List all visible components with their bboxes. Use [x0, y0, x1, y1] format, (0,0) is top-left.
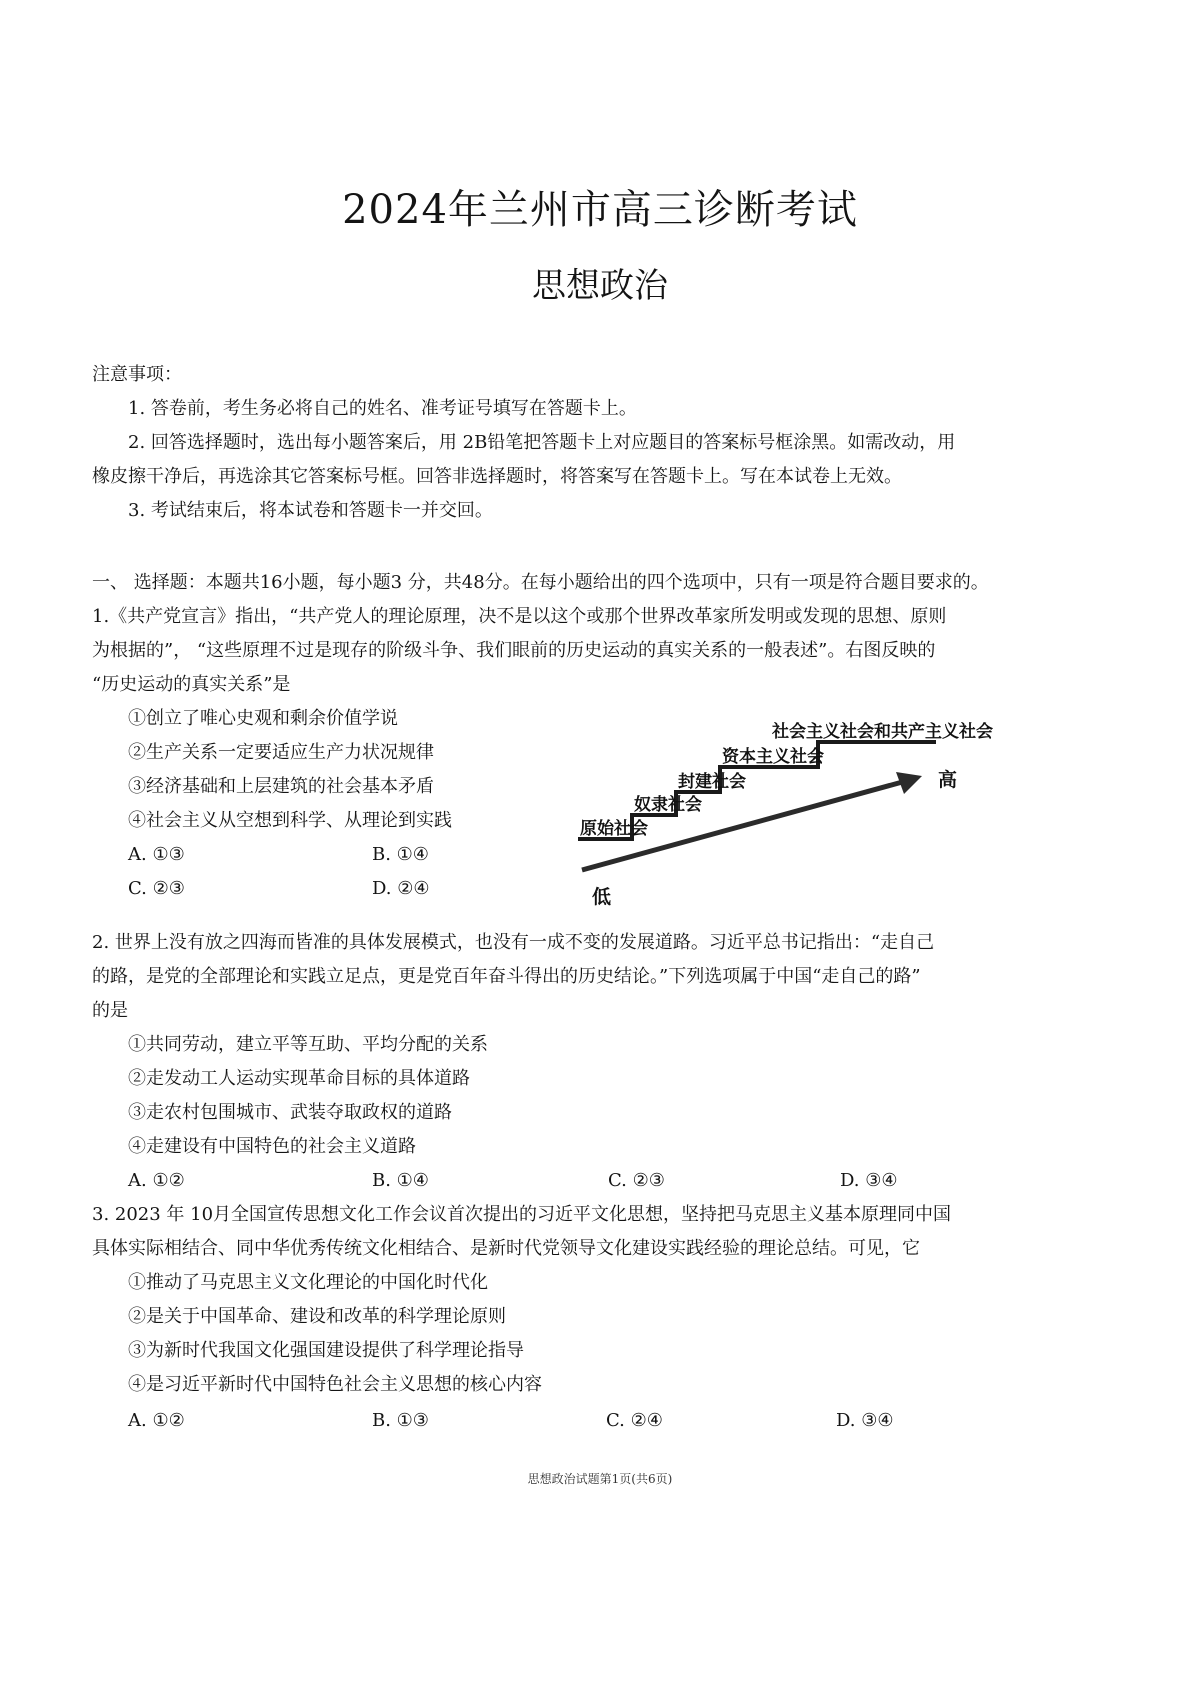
- notice-item-2: 2. 回答选择题时，选出每小题答案后，用 2B铅笔把答题卡上对应题目的答案标号框涂黑。如需改动，用: [128, 432, 956, 453]
- stage-label: 原始社会: [580, 819, 648, 839]
- q1-item: ②生产关系一定要适应生产力状况规律: [128, 742, 434, 763]
- q2-stem-line: 的路，是党的全部理论和实践立足点，更是党百年奋斗得出的历史结论。”下列选项属于中国“走自己的路”: [92, 966, 921, 987]
- high-label: 高: [938, 769, 958, 791]
- q1-item: ①创立了唯心史观和剩余价值学说: [128, 708, 398, 729]
- stage-label: 封建社会: [678, 772, 746, 792]
- stage-label: 社会主义社会和共产主义社会: [772, 722, 993, 742]
- q1-option-b: B. ①④: [372, 844, 429, 865]
- q1-stem-line: 1.《共产党宣言》指出，“共产党人的理论原理，决不是以这个或那个世界改革家所发明或发现的思想、原则: [92, 606, 947, 627]
- q2-item: ②走发动工人运动实现革命目标的具体道路: [128, 1068, 470, 1089]
- notice-item-3: 3. 考试结束后，将本试卷和答题卡一并交回。: [128, 500, 493, 521]
- q1-option-c: C. ②③: [128, 878, 185, 899]
- q1-option-d: D. ②④: [372, 878, 430, 899]
- q3-item: ③为新时代我国文化强国建设提供了科学理论指导: [128, 1340, 524, 1361]
- low-label: 低: [592, 886, 612, 908]
- q3-stem-line: 3. 2023 年 10月全国宣传思想文化工作会议首次提出的习近平文化思想，坚持把马克思主义基本原理同中国: [92, 1204, 952, 1225]
- q1-item: ④社会主义从空想到科学、从理论到实践: [128, 810, 452, 831]
- page-footer: 思想政治试题第1页(共6页): [527, 1472, 673, 1486]
- q3-item: ②是关于中国革命、建设和改革的科学理论原则: [128, 1306, 506, 1327]
- notice-item-2-cont: 橡皮擦干净后，再选涂其它答案标号框。回答非选择题时，将答案写在答题卡上。写在本试卷上无效。: [92, 466, 902, 487]
- section-heading: 一、 选择题：本题共16小题，每小题3 分，共48分。在每小题给出的四个选项中，只有一项是符合题目要求的。: [92, 572, 989, 593]
- q3-item: ④是习近平新时代中国特色社会主义思想的核心内容: [128, 1374, 542, 1395]
- q2-item: ①共同劳动，建立平等互助、平均分配的关系: [128, 1034, 488, 1055]
- exam-title: 2024年兰州市高三诊断考试: [342, 187, 858, 233]
- q2-option-b: B. ①④: [372, 1170, 429, 1191]
- q1-stem-line: 为根据的”， “这些原理不过是现存的阶级斗争、我们眼前的历史运动的真实关系的一般表述”。右图反映的: [92, 640, 936, 661]
- q1-item: ③经济基础和上层建筑的社会基本矛盾: [128, 776, 434, 797]
- q2-item: ④走建设有中国特色的社会主义道路: [128, 1136, 416, 1157]
- notice-item-1: 1. 答卷前，考生务必将自己的姓名、准考证号填写在答题卡上。: [128, 398, 637, 419]
- q3-option-d: D. ③④: [836, 1410, 894, 1431]
- stage-label: 奴隶社会: [634, 795, 702, 815]
- q2-stem-line: 2. 世界上没有放之四海而皆准的具体发展模式，也没有一成不变的发展道路。习近平总书记指出：“走自己: [92, 932, 935, 953]
- q3-option-b: B. ①③: [372, 1410, 429, 1431]
- q1-stem-line: “历史运动的真实关系”是: [92, 674, 291, 695]
- social-stages-figure: [560, 700, 1020, 910]
- q3-stem-line: 具体实际相结合、同中华优秀传统文化相结合、是新时代党领导文化建设实践经验的理论总结。可见，它: [92, 1238, 920, 1259]
- q3-option-a: A. ①②: [128, 1410, 185, 1431]
- q3-item: ①推动了马克思主义文化理论的中国化时代化: [128, 1272, 488, 1293]
- q1-option-a: A. ①③: [128, 844, 185, 865]
- q2-option-d: D. ③④: [840, 1170, 898, 1191]
- q2-option-a: A. ①②: [128, 1170, 185, 1191]
- q2-item: ③走农村包围城市、武装夺取政权的道路: [128, 1102, 452, 1123]
- q3-option-c: C. ②④: [606, 1410, 663, 1431]
- stage-label: 资本主义社会: [722, 747, 824, 767]
- subject-title: 思想政治: [532, 266, 668, 306]
- notice-heading: 注意事项：: [92, 364, 182, 385]
- q2-option-c: C. ②③: [608, 1170, 665, 1191]
- q2-stem-line: 的是: [92, 1000, 128, 1021]
